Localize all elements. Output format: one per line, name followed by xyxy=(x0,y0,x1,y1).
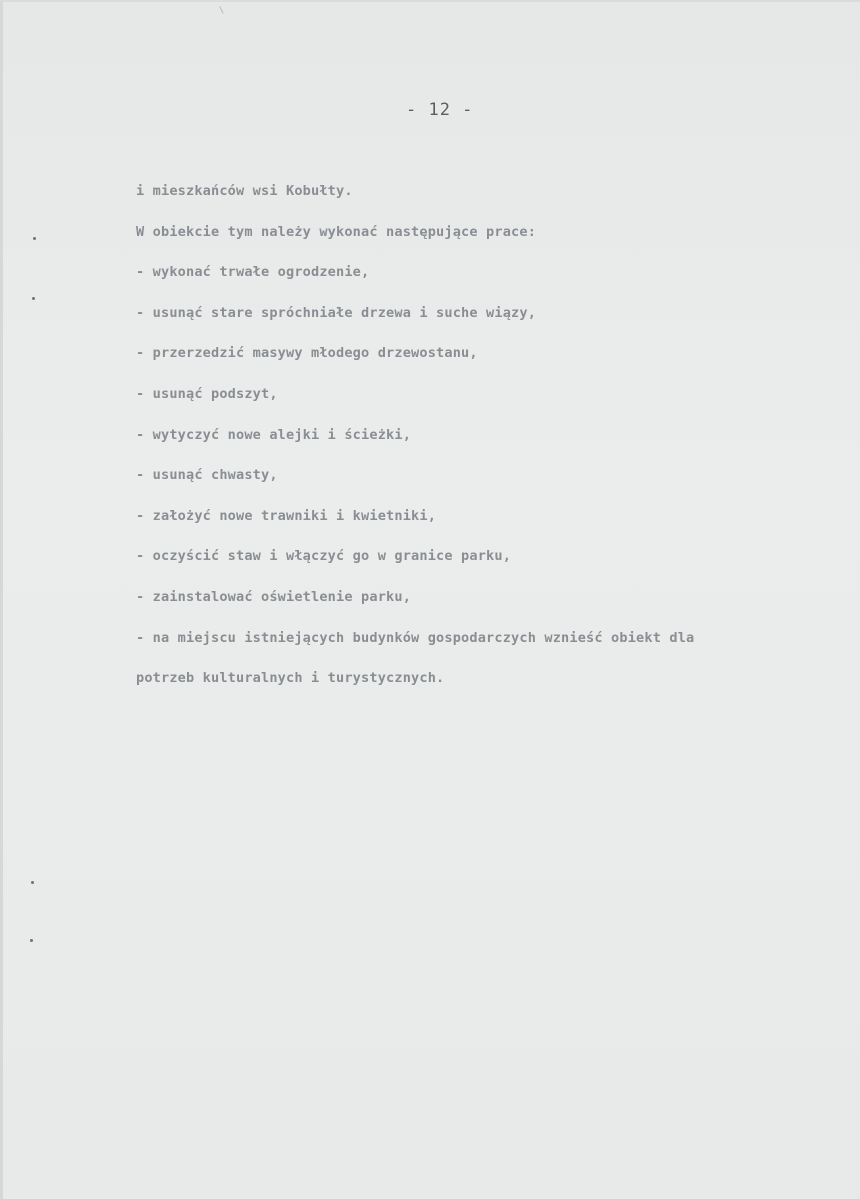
list-item: - przerzedzić masywy młodego drzewostanu, xyxy=(136,345,478,362)
margin-dot xyxy=(30,939,33,942)
list-item: - wytyczyć nowe alejki i ścieżki, xyxy=(136,426,412,443)
margin-dot xyxy=(31,881,34,884)
text-line: W obiekcie tym należy wykonać następujące prace: xyxy=(136,223,537,240)
page-number: - 12 - xyxy=(406,100,474,120)
body-text xyxy=(136,180,836,708)
list-item: - usunąć podszyt, xyxy=(136,385,278,402)
paper-mark xyxy=(219,6,223,14)
list-item: - usunąć stare spróchniałe drzewa i suche wiązy, xyxy=(136,304,537,321)
margin-dot xyxy=(33,237,36,240)
list-item: - usunąć chwasty, xyxy=(136,467,278,484)
text-line: potrzeb kulturalnych i turystycznych. xyxy=(136,670,445,687)
margin-dot xyxy=(32,297,35,300)
list-item: - zainstalować oświetlenie parku, xyxy=(136,588,412,605)
list-item: - na miejscu istniejących budynków gospodarczych wznieść obiekt dla xyxy=(136,629,695,646)
list-item: - oczyścić staw i włączyć go w granice parku, xyxy=(136,548,512,565)
list-item: - założyć nowe trawniki i kwietniki, xyxy=(136,507,437,524)
text-line: i mieszkańców wsi Kobułty. xyxy=(136,183,353,199)
list-item: - wykonać trwałe ogrodzenie, xyxy=(136,264,370,281)
